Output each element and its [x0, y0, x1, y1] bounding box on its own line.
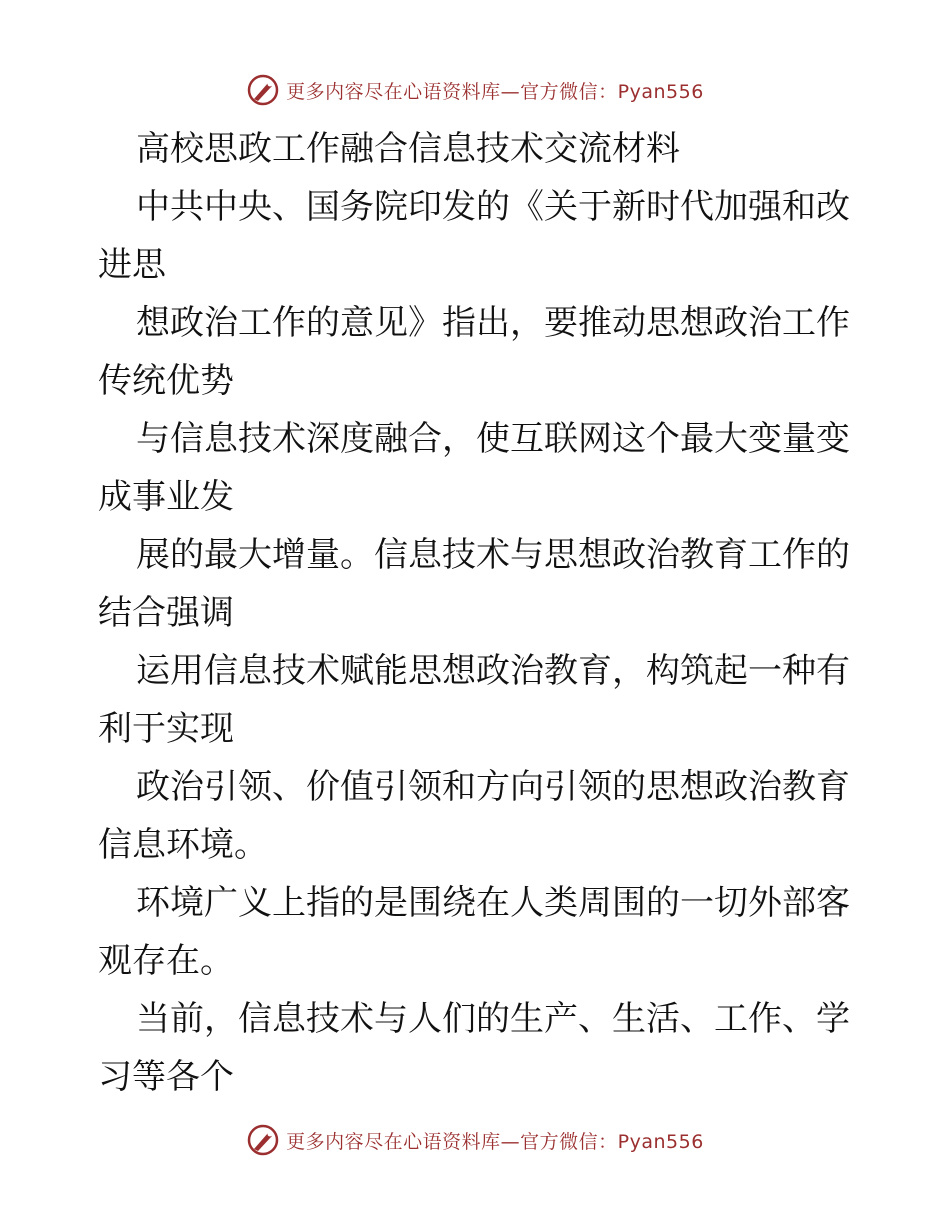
paragraph-line: 想政治工作的意见》指出，要推动思想政治工作 [136, 303, 850, 343]
paragraph-line: 政治引领、价值引领和方向引领的思想政治教育 [136, 767, 850, 807]
paragraph-line: 中共中央、国务院印发的《关于新时代加强和改 [136, 187, 850, 227]
footer-watermark [0, 1120, 950, 1160]
watermark-text: 更多内容尽在心语资料库—官方微信：Pyan556 [286, 1130, 704, 1153]
paragraph-line: 习等各个 [98, 1057, 234, 1097]
paragraph-line: 进思 [98, 245, 166, 285]
paragraph-line: 展的最大增量。信息技术与思想政治教育工作的 [136, 535, 850, 575]
header-watermark [0, 70, 950, 110]
paragraph-line: 成事业发 [98, 477, 234, 517]
pen-logo-icon [246, 1123, 280, 1157]
paragraph-line: 结合强调 [98, 593, 234, 633]
paragraph-line: 运用信息技术赋能思想政治教育，构筑起一种有 [136, 651, 850, 691]
document-body [98, 120, 858, 1106]
paragraph-line: 环境广义上指的是围绕在人类周围的一切外部客 [136, 883, 850, 923]
paragraph-line: 与信息技术深度融合，使互联网这个最大变量变 [136, 419, 850, 459]
paragraph-line: 传统优势 [98, 361, 234, 401]
paragraph-line: 利于实现 [98, 709, 234, 749]
paragraph-line: 观存在。 [98, 941, 234, 981]
watermark-text: 更多内容尽在心语资料库—官方微信：Pyan556 [286, 80, 704, 103]
document-title: 高校思政工作融合信息技术交流材料 [136, 129, 680, 169]
paragraph-line: 信息环境。 [98, 825, 268, 865]
pen-logo-icon [246, 73, 280, 107]
paragraph-line: 当前，信息技术与人们的生产、生活、工作、学 [136, 999, 850, 1039]
